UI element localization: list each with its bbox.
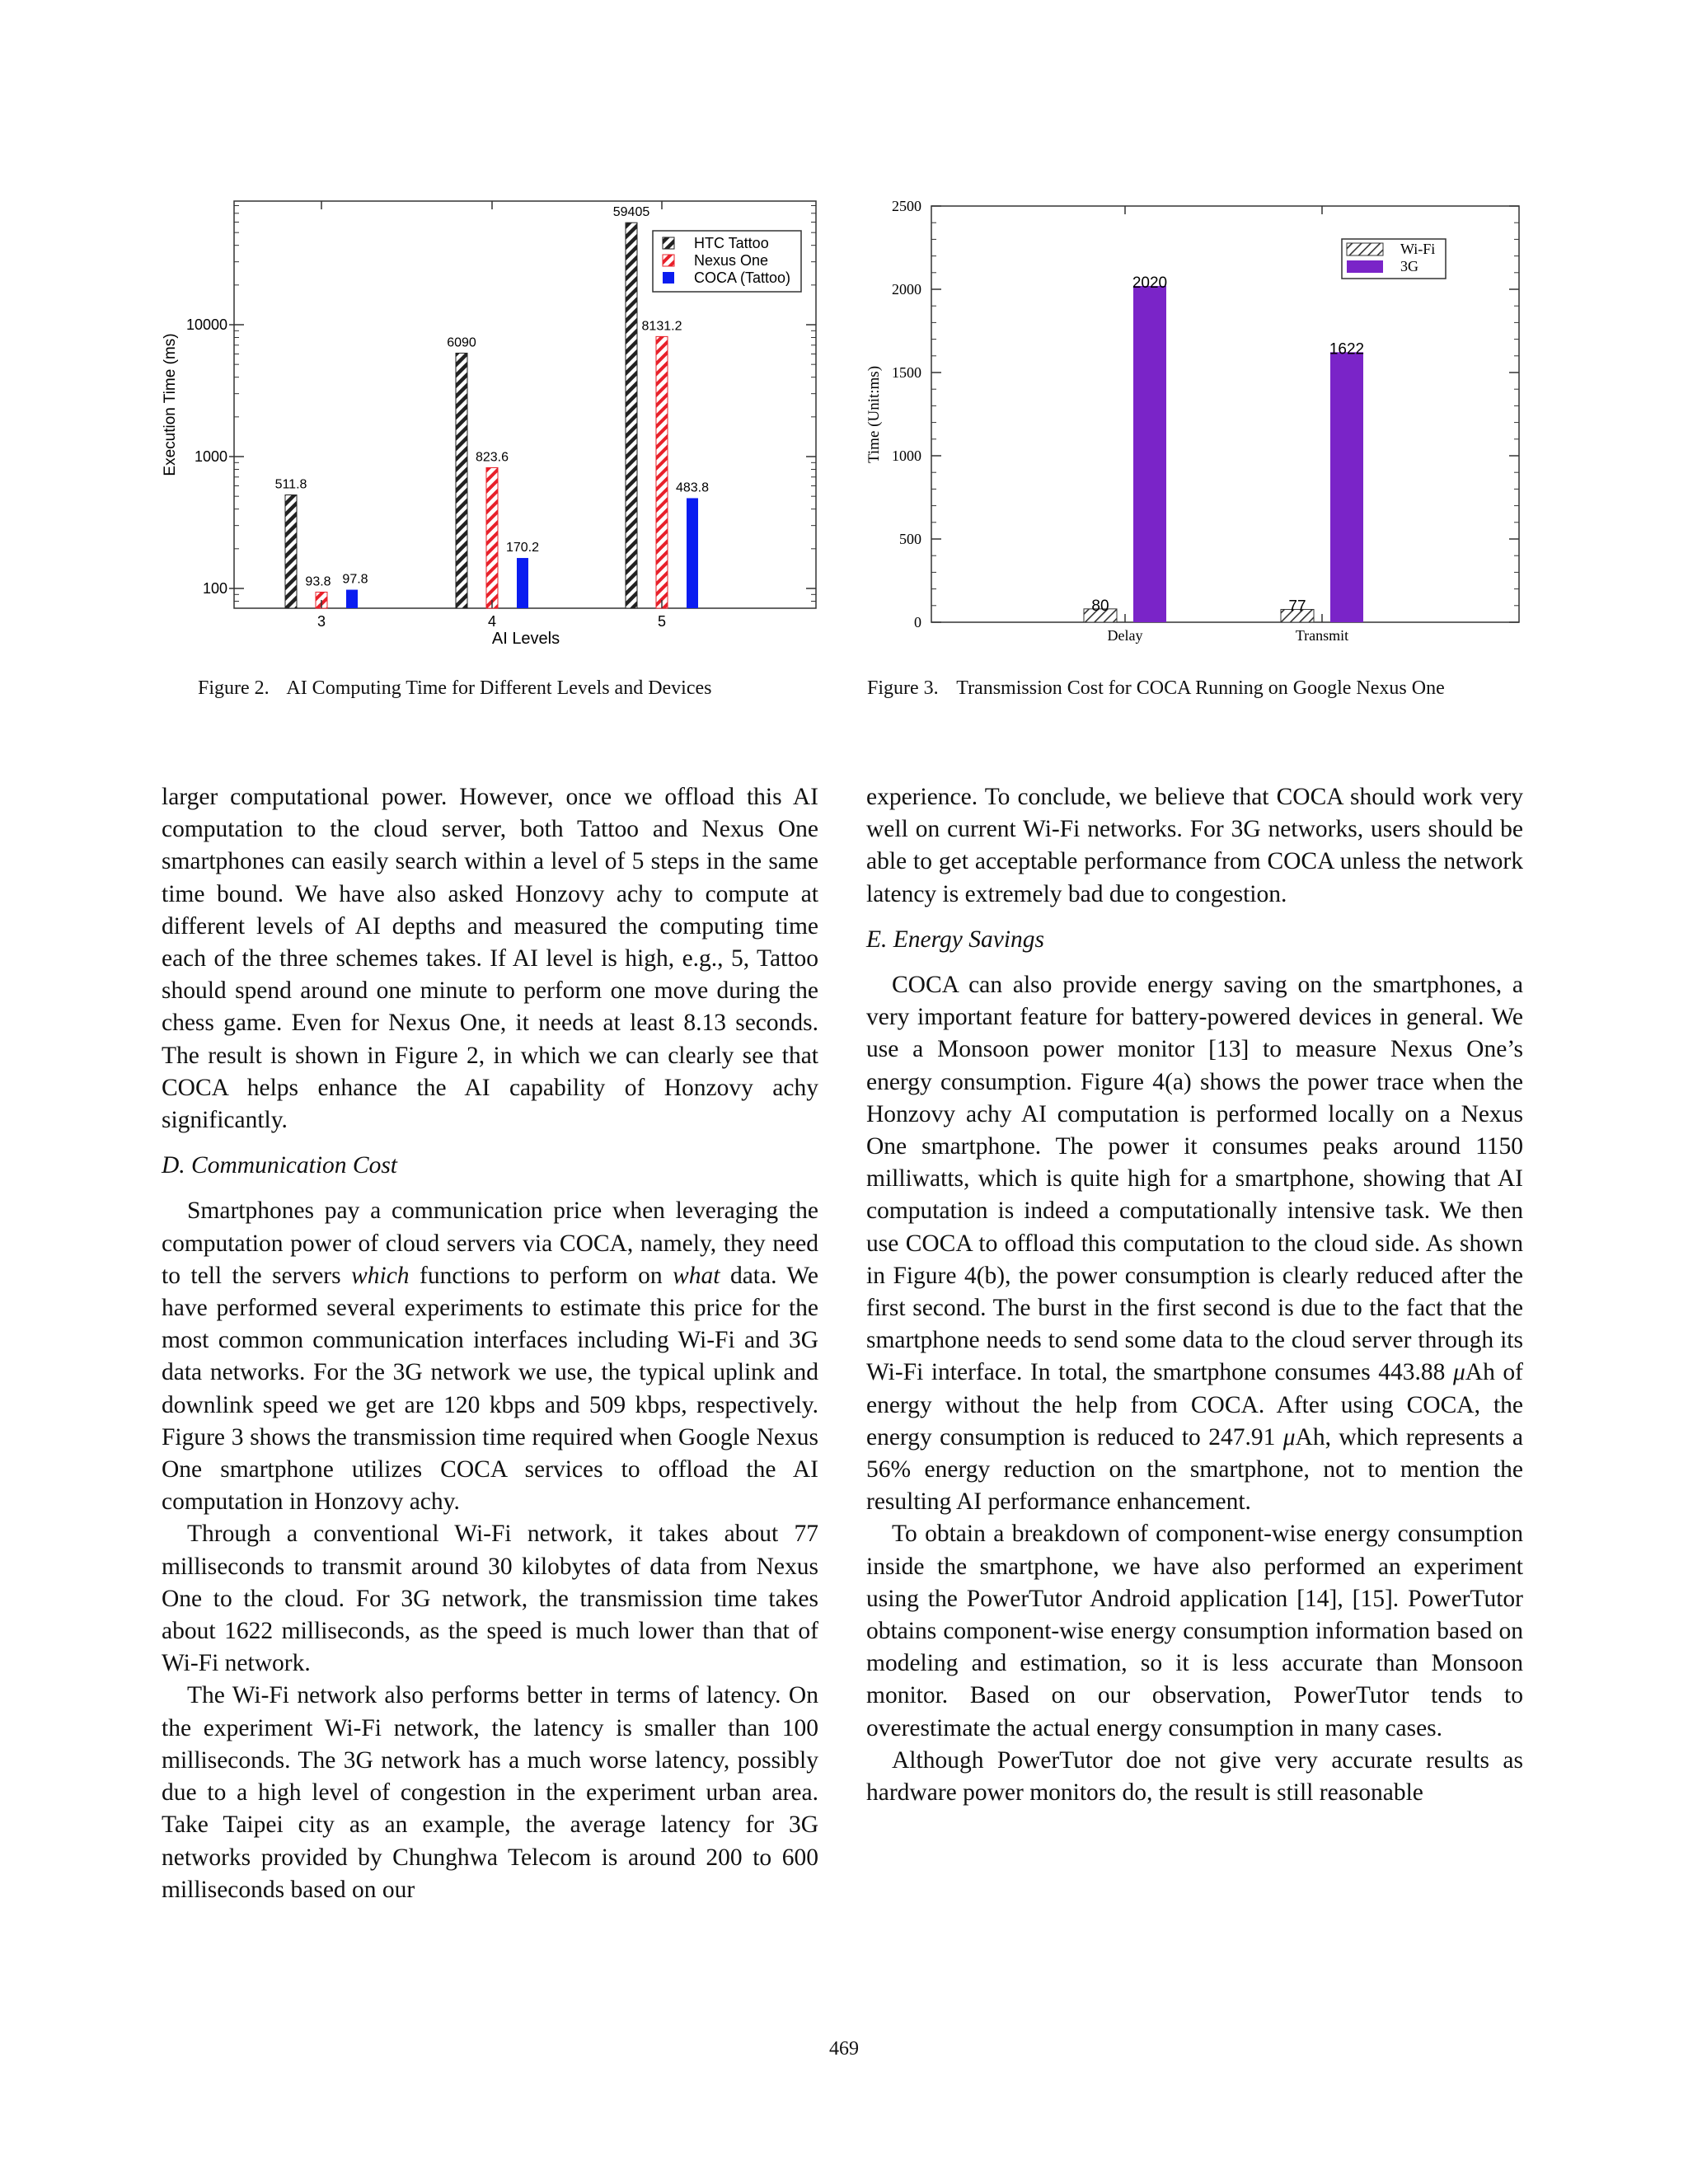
figure-3-caption-label: Figure 3. <box>867 677 939 699</box>
data-label-wi-fi-delay: 80 <box>1091 597 1109 615</box>
legend-swatch-htc-tattoo <box>663 237 674 249</box>
x-tick-label: Transmit <box>1295 627 1349 644</box>
legend-swatch-3g <box>1347 260 1383 273</box>
paragraph: experience. To conclude, we believe that COCA should work very well on current Wi-Fi networks. For 3G networks, users should be able to get acceptable performance from COCA unless the network latency is extremely bad due to congestion. <box>866 784 1523 907</box>
paragraph: To obtain a breakdown of component-wise energy consumption inside the smartphone, we have also performed an experiment using the PowerTutor Android application [14], [15]. PowerTutor obtains component-wise energy consumption information based on modeling and estimation, so it is less accurate than Monsoon monitor. Based on our observation, PowerTutor tends to overestimate the actual energy consumption in many cases. <box>866 1521 1523 1741</box>
legend-swatch-nexus-one <box>663 255 674 266</box>
bar-htc-tattoo-level-3 <box>285 495 297 608</box>
y-tick-label: 1000 <box>892 448 921 464</box>
legend-swatch-coca-tattoo <box>663 272 674 284</box>
page-number: 469 <box>829 2038 859 2060</box>
bar-3g-transmit <box>1330 352 1363 622</box>
legend-label-nexus-one: Nexus One <box>694 252 769 269</box>
figure-2-chart <box>0 181 857 648</box>
paragraph: The Wi-Fi network also performs better in terms of latency. On the experiment Wi-Fi network, the latency is smaller than 100 milliseconds. The 3G network has a much worse latency, possibly due to a high level of congestion in the experiment urban area. Take Taipei city as an example, the average latency for 3G networks provided by Chunghwa Telecom is around 200 to 600 milliseconds based on our <box>162 1682 818 1903</box>
data-label-wi-fi-transmit: 77 <box>1288 598 1306 616</box>
data-label-nexus-one-level-5: 8131.2 <box>641 319 682 334</box>
y-tick-label: 500 <box>899 531 921 547</box>
y-tick-label: 1000 <box>194 448 227 465</box>
x-tick-label: 3 <box>316 613 326 630</box>
paragraph: Smartphones pay a communication price when leveraging the computation power of cloud servers via COCA, namely, they need to tell the servers which functions to perform on what data. We have performed several experiments to estimate this price for the most common communication interfaces including Wi-Fi and 3G data networks. For the 3G network we use, the typical uplink and downlink speed we get are 120 kbps and 509 kbps, respectively. Figure 3 shows the transmission time required when Google Nexus One smartphone utilizes COCA services to offload the AI computation in Honzovy achy. <box>162 1197 818 1516</box>
data-label-3g-delay: 2020 <box>1132 274 1168 292</box>
data-label-coca-tattoo-level-3: 97.8 <box>342 572 368 587</box>
legend-label-coca-tattoo: COCA (Tattoo) <box>694 269 791 286</box>
paragraph: COCA can also provide energy saving on the smartphones, a very important feature for battery-powered devices in general. We use a Monsoon power monitor [13] to measure Nexus One’s energy consumption. Figure 4(a) shows the power trace when the Honzovy achy AI computation is performed locally on a Nexus One smartphone. The power it consumes peaks around 1150 milliwatts, which is quite high for a smartphone, showing that AI computation is indeed a computationally intensive task. We then use COCA to offload this computation to the cloud side. As shown in Figure 4(b), the power consumption is clearly reduced after the first second. The burst in the first second is due to the fact that the smartphone needs to send some data to the cloud server through its Wi-Fi interface. In total, the smartphone consumes 443.88 μAh of energy without the help from COCA. After using COCA, the energy consumption is reduced to 247.91 μAh, which represents a 56% energy reduction on the smartphone, not to mention the resulting AI performance enhancement. <box>866 972 1523 1516</box>
data-label-coca-tattoo-level-4: 170.2 <box>505 541 540 555</box>
figure-2-caption-label: Figure 2. <box>198 677 270 699</box>
data-label-3g-transmit: 1622 <box>1329 340 1365 359</box>
bar-htc-tattoo-level-4 <box>456 353 467 608</box>
paragraph: Although PowerTutor doe not give very accurate results as hardware power monitors do, the result is still reasonable <box>866 1746 1523 1807</box>
bar-htc-tattoo-level-5 <box>626 223 637 608</box>
data-label-htc-tattoo-level-5: 59405 <box>612 205 650 220</box>
left-column <box>162 781 818 1906</box>
figure-3-chart <box>857 181 1681 643</box>
data-label-nexus-one-level-3: 93.8 <box>305 574 331 589</box>
bar-coca-tattoo-level-5 <box>687 498 698 608</box>
right-column <box>866 781 1523 1809</box>
figure-2-caption-text: AI Computing Time for Different Levels and Devices <box>286 677 712 699</box>
legend-swatch-wifi <box>1347 243 1383 255</box>
legend-label-3g: 3G <box>1400 258 1418 274</box>
bar-3g-delay <box>1133 286 1166 622</box>
x-tick-label: 4 <box>487 613 497 630</box>
legend <box>653 231 801 292</box>
bar-nexus-one-level-4 <box>486 467 498 608</box>
bar-coca-tattoo-level-3 <box>346 590 358 608</box>
y-axis-label: Time (Unit:ms) <box>865 365 883 464</box>
figure-2-caption <box>198 676 712 701</box>
data-label-coca-tattoo-level-5: 483.8 <box>675 480 710 495</box>
y-tick-label: 100 <box>202 580 227 597</box>
x-tick-label: Delay <box>1107 627 1143 644</box>
y-axis-label: Execution Time (ms) <box>162 333 179 476</box>
y-tick-label: 1500 <box>892 364 921 381</box>
figure-3-caption <box>867 676 1445 701</box>
section-heading-energy-savings: E. Energy Savings <box>866 926 1045 953</box>
y-tick-label: 0 <box>914 614 921 630</box>
section-heading-communication-cost: D. Communication Cost <box>162 1152 397 1179</box>
paragraph: larger computational power. However, once we offload this AI computation to the cloud server, both Tattoo and Nexus One smartphones can easily search within a level of 5 steps in the same time bound. We have also asked Honzovy achy to compute at different levels of AI depths and measured the computing time each of the three schemes takes. If AI level is high, e.g., 5, Tattoo should spend around one minute to perform one move during the chess game. Even for Nexus One, it needs at least 8.13 seconds. The result is shown in Figure 2, in which we can clearly see that COCA helps enhance the AI capability of Honzovy achy significantly. <box>162 784 818 1134</box>
data-label-nexus-one-level-4: 823.6 <box>475 450 509 465</box>
y-tick-label: 2000 <box>892 281 921 298</box>
legend-label-wifi: Wi-Fi <box>1400 241 1436 257</box>
figure-3-caption-text: Transmission Cost for COCA Running on Google Nexus One <box>956 677 1445 699</box>
data-label-htc-tattoo-level-4: 6090 <box>447 335 476 350</box>
bar-nexus-one-level-5 <box>656 336 668 608</box>
x-tick-label: 5 <box>657 613 667 630</box>
y-tick-label: 2500 <box>892 198 921 214</box>
legend-label-htc-tattoo: HTC Tattoo <box>694 235 769 251</box>
bar-coca-tattoo-level-4 <box>517 558 528 608</box>
data-label-htc-tattoo-level-3: 511.8 <box>274 477 307 492</box>
paragraph: Through a conventional Wi-Fi network, it takes about 77 milliseconds to transmit around 30 kilobytes of data from Nexus One to the cloud. For 3G network, the transmission time takes about 1622 milliseconds, as the speed is much lower than that of Wi-Fi network. <box>162 1521 818 1677</box>
legend <box>1342 239 1446 279</box>
y-tick-label: 10000 <box>185 316 227 333</box>
x-axis-label: AI Levels <box>491 630 560 648</box>
